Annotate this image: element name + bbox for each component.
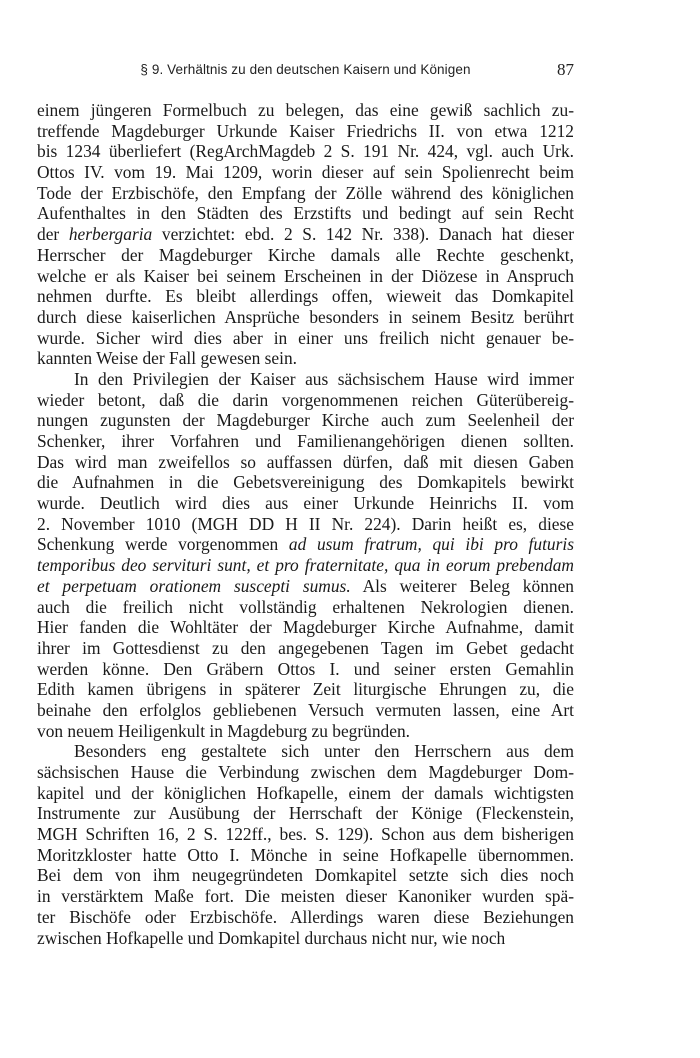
text-segment: MGH Schriften 16, 2 S. 122ff., bes. S. 129). Schon aus dem bisherigen xyxy=(37,824,574,845)
text-segment: Das wird man zweifellos so auffassen dürfen, daß mit diesen Gaben xyxy=(37,451,574,472)
text-line xyxy=(37,762,574,783)
text-segment: wurde. Deutlich wird dies aus einer Urkunde Heinrichs II. vom xyxy=(37,493,574,514)
text-segment: der xyxy=(37,224,69,245)
text-segment: nehmen durfte. Es bleibt allerdings offen, wieweit das Domkapitel xyxy=(37,286,574,307)
text-line xyxy=(37,783,574,804)
text-line xyxy=(37,390,574,411)
text-segment: kapitel und der königlichen Hofkapelle, einem der damals wichtigsten xyxy=(37,782,574,803)
text-line xyxy=(37,886,574,907)
text-segment: Schenkung werde vorgenommen xyxy=(37,534,289,555)
italic-text: herbergaria xyxy=(68,224,153,245)
text-segment: einem jüngeren Formelbuch zu belegen, das eine gewiß sachlich zu- xyxy=(37,100,574,120)
text-line xyxy=(37,100,574,121)
text-line xyxy=(37,328,574,349)
text-segment: wurde. Sicher wird dies aber in einer uns freilich nicht genauer be- xyxy=(37,327,574,348)
text-line xyxy=(37,679,574,700)
paragraph xyxy=(37,741,574,948)
text-segment: Bei dem von ihm neugegründeten Domkapitel setzte sich dies noch xyxy=(37,865,574,886)
text-segment: ter Bischöfe oder Erzbischöfe. Allerdings waren diese Beziehungen xyxy=(37,906,574,927)
text-segment: bis 1234 überliefert (RegArchMagdeb 2 S. 191 Nr. 424, vgl. auch Urk. xyxy=(37,141,574,162)
text-segment: In den Privilegien der Kaiser aus sächsischem Hause wird immer xyxy=(74,368,574,389)
text-line xyxy=(37,700,574,721)
text-segment: welche er als Kaiser bei seinem Erscheinen in der Diözese in Anspruch xyxy=(37,265,574,286)
text-line xyxy=(37,452,574,473)
text-line xyxy=(37,845,574,866)
text-segment: von neuem Heiligenkult in Magdeburg zu begründen. xyxy=(37,720,411,741)
text-segment: wieder betont, daß die darin vorgenommenen reichen Güterübereig- xyxy=(37,389,574,410)
text-line xyxy=(37,369,574,390)
text-segment: Tode der Erzbischöfe, den Empfang der Zölle während des königlichen xyxy=(37,182,574,203)
paragraph xyxy=(37,369,574,741)
running-head xyxy=(37,62,574,82)
text-segment: 2. November 1010 (MGH DD H II Nr. 224). Darin heißt es, diese xyxy=(37,513,574,534)
text-segment: werden könne. Den Gräbern Ottos I. und seiner ersten Gemahlin xyxy=(37,658,574,679)
paragraph xyxy=(37,100,574,369)
text-line xyxy=(37,493,574,514)
text-line xyxy=(37,865,574,886)
text-line xyxy=(37,410,574,431)
running-head-title: § 9. Verhältnis zu den deutschen Kaisern und Königen xyxy=(140,62,471,77)
text-segment: Herrscher der Magdeburger Kirche damals alle Rechte geschenkt, xyxy=(37,244,574,265)
text-line xyxy=(37,245,574,266)
text-segment: Ottos IV. vom 19. Mai 1209, worin dieser auf sein Spolienrecht beim xyxy=(37,162,574,183)
text-segment: in verstärktem Maße fort. Die meisten dieser Kanoniker wurden spä- xyxy=(37,886,574,907)
text-line xyxy=(37,141,574,162)
page-number: 87 xyxy=(557,60,574,79)
text-segment: Als weiterer Beleg können xyxy=(350,575,575,596)
text-segment: nungen zugunsten der Magdeburger Kirche auch zum Seelenheil der xyxy=(37,410,574,431)
text-line xyxy=(37,617,574,638)
text-segment: durch diese kaiserlichen Ansprüche besonders in seinem Besitz berührt xyxy=(37,306,574,327)
text-segment: Edith kamen übrigens in späterer Zeit liturgische Ehrungen zu, die xyxy=(37,679,574,700)
text-line xyxy=(37,472,574,493)
text-segment: zwischen Hofkapelle und Domkapitel durchaus nicht nur, wie noch xyxy=(37,927,506,948)
text-line xyxy=(37,741,574,762)
text-line xyxy=(37,555,574,576)
text-line xyxy=(37,203,574,224)
italic-text: et perpetuam orationem suscepti sumus. xyxy=(37,575,351,596)
text-segment: Instrumente zur Ausübung der Herrschaft der Könige (Fleckenstein, xyxy=(37,803,574,824)
text-line xyxy=(37,534,574,555)
text-line xyxy=(37,576,574,597)
text-segment: kannten Weise der Fall gewesen sein. xyxy=(37,348,298,369)
text-line xyxy=(37,183,574,204)
text-line xyxy=(37,286,574,307)
text-segment: Hier fanden die Wohltäter der Magdeburger Kirche Aufnahme, damit xyxy=(37,617,574,638)
text-line xyxy=(37,121,574,142)
text-line xyxy=(37,307,574,328)
text-segment: die Aufnahmen in die Gebetsvereinigung des Domkapitels bewirkt xyxy=(37,472,574,493)
text-line xyxy=(37,803,574,824)
body-text xyxy=(37,100,574,948)
text-segment: verzichtet: ebd. 2 S. 142 Nr. 338). Danach hat dieser xyxy=(152,224,574,245)
text-line xyxy=(37,348,574,369)
text-line xyxy=(37,928,574,949)
text-segment: beinahe den erfolglos gebliebenen Versuch vermuten lassen, eine Art xyxy=(37,699,574,720)
text-line xyxy=(37,638,574,659)
text-segment: Schenker, ihrer Vorfahren und Familienangehörigen dienen sollten. xyxy=(37,431,574,451)
text-segment: ihrer im Gottesdienst zu den angegebenen Tagen im Gebet gedacht xyxy=(37,637,574,658)
text-segment: Besonders eng gestaltete sich unter den Herrschern aus dem xyxy=(74,741,574,762)
text-line xyxy=(37,431,574,452)
text-line xyxy=(37,597,574,618)
text-segment: sächsischen Hause die Verbindung zwischen dem Magdeburger Dom- xyxy=(37,762,574,782)
text-segment: Aufenthaltes in den Städten des Erzstifts und bedingt auf sein Recht xyxy=(37,203,574,224)
text-line xyxy=(37,721,574,742)
text-segment: treffende Magdeburger Urkunde Kaiser Friedrichs II. von etwa 1212 xyxy=(37,120,574,141)
text-line xyxy=(37,162,574,183)
text-line xyxy=(37,266,574,287)
italic-text: ad usum fratrum, qui ibi pro futuris xyxy=(288,534,574,555)
text-segment: Moritzkloster hatte Otto I. Mönche in seine Hofkapelle übernommen. xyxy=(37,844,574,865)
text-line xyxy=(37,824,574,845)
text-line xyxy=(37,907,574,928)
text-line xyxy=(37,514,574,535)
italic-text: temporibus deo servituri sunt, et pro fraternitate, qua in eorum prebendam xyxy=(37,555,574,576)
text-segment: auch die freilich nicht vollständig erhaltenen Nekrologien dienen. xyxy=(37,596,574,617)
text-line xyxy=(37,659,574,680)
text-line xyxy=(37,224,574,245)
